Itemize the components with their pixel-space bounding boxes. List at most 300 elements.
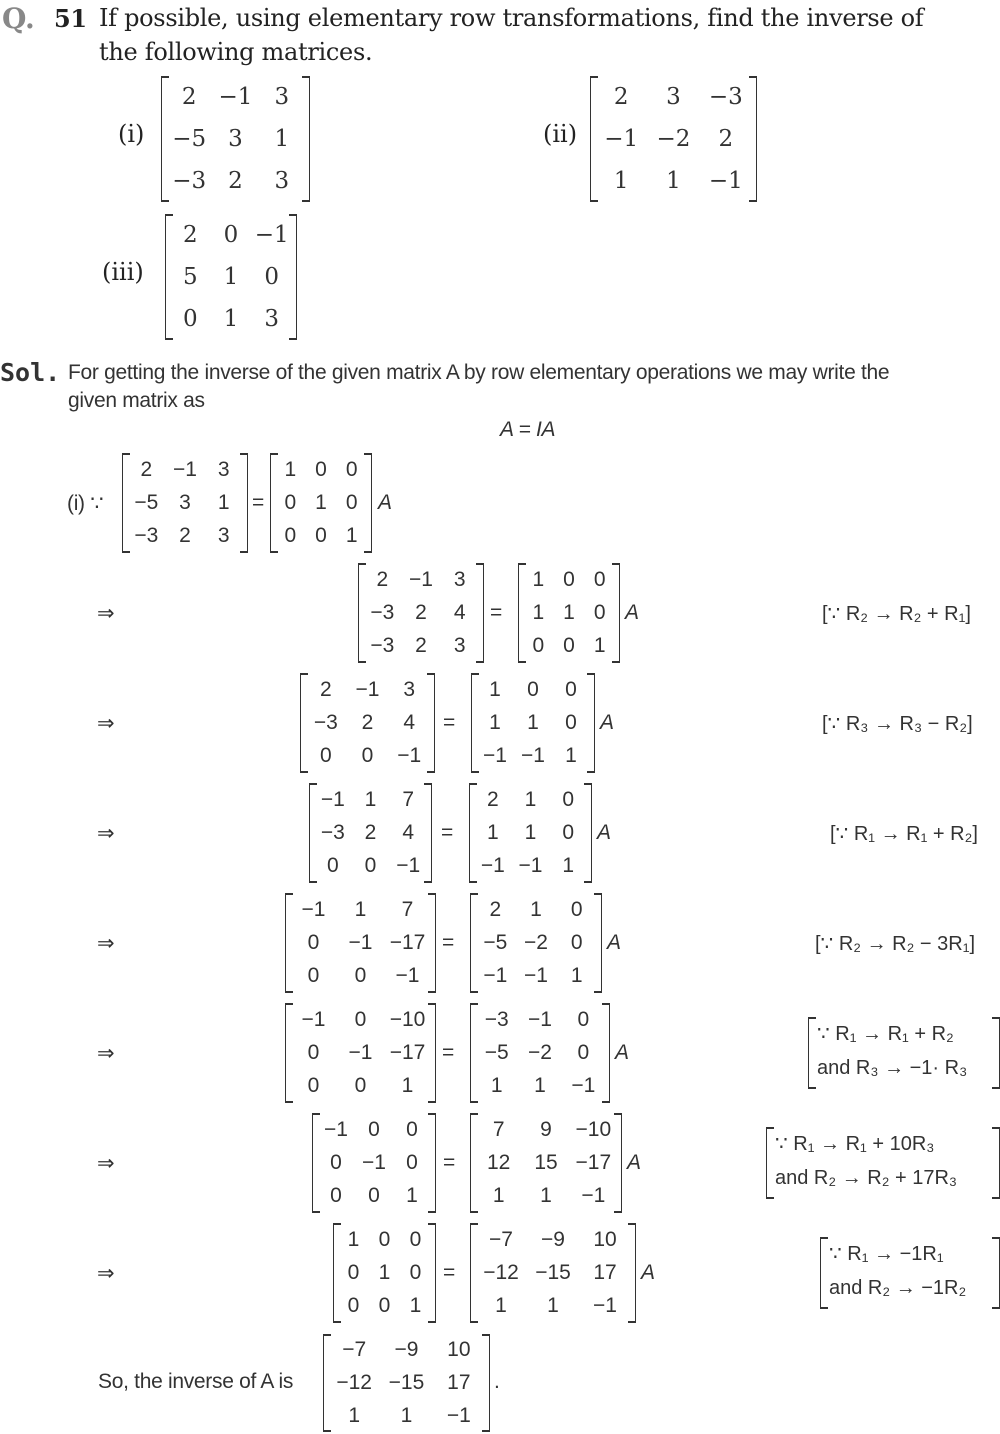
- conclusion-text: So, the inverse of A is: [98, 1370, 294, 1393]
- matrix-cell: 0: [532, 634, 545, 658]
- matrix-cell: 0: [326, 854, 339, 878]
- matrix-cell: −1: [524, 964, 548, 988]
- matrix-cell: 1: [274, 126, 290, 152]
- matrix-cell: −5: [172, 126, 207, 152]
- question-matrix-i: [161, 76, 310, 202]
- matrix-cell: 0: [409, 1260, 422, 1284]
- matrix-cell: 3: [264, 306, 279, 332]
- bracket-tick: [301, 673, 308, 675]
- matrix-cell: 1: [400, 1403, 413, 1427]
- bracket-tick: [602, 1101, 609, 1103]
- bracket-tick: [471, 1223, 478, 1225]
- matrix-cell: −3: [134, 524, 159, 548]
- bracket-tick: [482, 1430, 489, 1432]
- matrix-cell: −10: [389, 1007, 426, 1031]
- matrix-cell: −9: [394, 1338, 419, 1362]
- matrix-cell: 1: [547, 1294, 559, 1318]
- matrix-cell: 4: [403, 710, 415, 734]
- matrix-cell: −7: [489, 1227, 513, 1251]
- bracket-tick: [301, 771, 308, 773]
- initial-identity-matrix: [270, 453, 372, 553]
- step-1-left-matrix: [358, 563, 484, 663]
- bracket-tick: [424, 783, 431, 785]
- inverse-matrix: [323, 1334, 490, 1432]
- bracket-tick: [471, 893, 478, 895]
- matrix-cell: 0: [284, 490, 297, 514]
- reason-line-1: ∵ R₁ → −1R₁: [829, 1243, 944, 1265]
- matrix-cell: 0: [409, 1227, 422, 1251]
- matrix-cell: 1: [492, 1184, 505, 1208]
- step-6-right-matrix: [470, 1113, 622, 1213]
- implies-arrow: ⇒: [97, 602, 115, 625]
- bracket-tick: [594, 893, 601, 895]
- matrix-cell: −5: [483, 930, 508, 954]
- matrix-cell: 0: [364, 854, 377, 878]
- bracket-tick: [470, 783, 477, 785]
- reason-line-2: and R₃ → −1· R₃: [817, 1057, 968, 1079]
- matrix-a-symbol: A: [600, 711, 615, 734]
- matrix-cell: 1: [409, 1294, 422, 1318]
- matrix-cell: 1: [315, 490, 327, 514]
- bracket-tick: [471, 991, 478, 993]
- question-matrix-ii: [590, 76, 757, 202]
- matrix-cell: 15: [534, 1150, 558, 1174]
- matrix-a-symbol: A: [597, 821, 612, 844]
- bracket-tick: [472, 771, 479, 773]
- matrix-cell: 0: [284, 524, 297, 548]
- matrix-cell: −1: [348, 1040, 373, 1064]
- bracket-tick: [428, 1003, 435, 1005]
- bracket-tick: [614, 1113, 621, 1115]
- matrix-cell: 0: [577, 1007, 590, 1031]
- implies-arrow: ⇒: [97, 1262, 115, 1285]
- matrix-cell: 7: [402, 787, 414, 811]
- bracket-tick: [427, 771, 434, 773]
- matrix-cell: −1: [708, 168, 743, 194]
- question-text-line1: If possible, using elementary row transformations, find the inverse of: [99, 4, 924, 32]
- matrix-cell: −1: [218, 84, 253, 110]
- step-3-left-matrix: [309, 783, 432, 883]
- matrix-cell: 2: [718, 126, 734, 152]
- bracket-tick: [123, 453, 130, 455]
- equals-sign: =: [443, 711, 456, 734]
- matrix-cell: 0: [315, 524, 327, 548]
- matrix-cell: −3: [370, 634, 395, 658]
- step-3-reason: [∵ R₁ → R₁ + R₂]: [830, 823, 978, 845]
- matrix-a-symbol: A: [627, 1151, 642, 1174]
- bracket-tick: [470, 881, 477, 883]
- bracket-tick: [359, 563, 366, 565]
- matrix-cell: −17: [389, 930, 426, 954]
- bracket-tick: [427, 673, 434, 675]
- matrix-cell: 2: [486, 787, 499, 811]
- part-iii-label: (iii): [102, 258, 144, 286]
- bracket-tick: [749, 200, 756, 202]
- matrix-cell: −1: [320, 787, 345, 811]
- matrix-cell: 0: [354, 1074, 367, 1098]
- matrix-cell: 0: [565, 710, 577, 734]
- bracket-tick: [614, 1211, 621, 1213]
- matrix-cell: 0: [264, 264, 279, 290]
- matrix-cell: 1: [530, 897, 542, 921]
- solution-intro-line2: given matrix as: [68, 389, 205, 412]
- matrix-a-symbol: A: [607, 931, 622, 954]
- matrix-cell: 1: [223, 306, 239, 332]
- step-5-reason: [808, 1017, 1000, 1089]
- bracket-tick: [364, 453, 371, 455]
- solution-label: Sol.: [0, 358, 61, 387]
- implies-arrow: ⇒: [97, 1152, 115, 1175]
- reason-line-1: ∵ R₁ → R₁ + R₂: [817, 1023, 954, 1045]
- matrix-cell: −1: [301, 897, 326, 921]
- step-7-left-matrix: [333, 1223, 436, 1323]
- question-number: 51: [54, 4, 87, 33]
- bracket-tick: [286, 1101, 293, 1103]
- matrix-cell: 1: [562, 854, 574, 878]
- matrix-cell: −1: [395, 964, 420, 988]
- matrix-cell: 0: [570, 930, 583, 954]
- matrix-cell: 1: [563, 600, 575, 624]
- matrix-cell: −3: [313, 710, 338, 734]
- matrix-cell: −1: [173, 457, 197, 481]
- matrix-cell: 1: [534, 1074, 546, 1098]
- bracket-tick: [364, 551, 371, 553]
- bracket-tick: [310, 881, 317, 883]
- matrix-cell: 1: [345, 524, 358, 548]
- matrix-cell: 0: [378, 1227, 391, 1251]
- bracket-tick: [428, 1211, 435, 1213]
- matrix-cell: 17: [593, 1260, 617, 1284]
- matrix-cell: −15: [388, 1370, 425, 1394]
- matrix-a-symbol: A: [625, 601, 640, 624]
- matrix-cell: 1: [364, 787, 377, 811]
- matrix-cell: 1: [348, 1403, 360, 1427]
- matrix-cell: 0: [527, 677, 539, 701]
- matrix-cell: 1: [401, 1074, 414, 1098]
- matrix-cell: 3: [666, 84, 681, 110]
- part-i-because: (i) ∵: [67, 492, 104, 515]
- matrix-cell: −12: [336, 1370, 372, 1394]
- bracket-tick: [286, 893, 293, 895]
- bracket-tick: [471, 1101, 478, 1103]
- bracket-tick: [313, 1211, 320, 1213]
- matrix-cell: −5: [134, 490, 159, 514]
- bracket-tick: [628, 1321, 635, 1323]
- bracket-tick: [289, 214, 296, 216]
- matrix-cell: −3: [708, 84, 743, 110]
- matrix-cell: 1: [613, 168, 629, 194]
- matrix-cell: −10: [575, 1117, 612, 1141]
- bracket-tick: [482, 1334, 489, 1336]
- matrix-cell: 1: [570, 964, 583, 988]
- matrix-cell: −1: [593, 1294, 617, 1318]
- matrix-cell: 1: [495, 1294, 507, 1318]
- bracket-tick: [584, 881, 591, 883]
- matrix-cell: −1: [254, 222, 289, 248]
- matrix-cell: 12: [486, 1150, 511, 1174]
- matrix-cell: 1: [524, 820, 537, 844]
- equals-sign: =: [442, 1041, 455, 1064]
- matrix-cell: 3: [217, 524, 230, 548]
- bracket-tick: [519, 563, 526, 565]
- matrix-cell: 1: [347, 1227, 360, 1251]
- matrix-cell: −1: [528, 1007, 552, 1031]
- matrix-cell: 10: [593, 1227, 617, 1251]
- matrix-cell: 1: [532, 600, 545, 624]
- matrix-cell: 1: [524, 787, 537, 811]
- bracket-tick: [612, 563, 619, 565]
- matrix-cell: −1: [521, 744, 545, 768]
- implies-arrow: ⇒: [97, 1042, 115, 1065]
- matrix-cell: 0: [378, 1294, 391, 1318]
- bracket-tick: [587, 673, 594, 675]
- equation-a-equals-ia: A = IA: [500, 418, 556, 441]
- matrix-cell: 0: [563, 634, 575, 658]
- matrix-cell: 1: [354, 897, 367, 921]
- matrix-cell: 0: [315, 457, 327, 481]
- equals-sign: =: [442, 931, 455, 954]
- bracket-tick: [519, 661, 526, 663]
- matrix-cell: 2: [415, 600, 427, 624]
- matrix-cell: 1: [217, 490, 230, 514]
- matrix-cell: 3: [228, 126, 243, 152]
- bracket-tick: [123, 551, 130, 553]
- matrix-cell: 0: [307, 1040, 320, 1064]
- matrix-cell: −15: [535, 1260, 571, 1284]
- bracket-tick: [428, 1223, 435, 1225]
- matrix-cell: 0: [406, 1117, 418, 1141]
- bracket-tick: [286, 1003, 293, 1005]
- matrix-cell: 1: [489, 710, 501, 734]
- bracket-tick: [428, 1101, 435, 1103]
- matrix-cell: −3: [320, 820, 345, 844]
- bracket-tick: [476, 661, 483, 663]
- bracket-tick: [334, 1321, 341, 1323]
- matrix-cell: 2: [319, 677, 332, 701]
- matrix-cell: 0: [183, 306, 198, 332]
- bracket-tick: [476, 563, 483, 565]
- bracket-tick: [471, 1113, 478, 1115]
- matrix-cell: −1: [604, 126, 639, 152]
- matrix-cell: −3: [484, 1007, 509, 1031]
- matrix-cell: 0: [565, 677, 577, 701]
- bracket-tick: [271, 453, 278, 455]
- matrix-cell: 0: [307, 1074, 320, 1098]
- bracket-tick: [359, 661, 366, 663]
- bracket-tick: [271, 551, 278, 553]
- matrix-cell: −1: [324, 1117, 348, 1141]
- matrix-cell: −1: [355, 677, 380, 701]
- solution-intro-line1: For getting the inverse of the given matrix A by row elementary operations we may write the: [68, 361, 890, 384]
- matrix-cell: −17: [575, 1150, 612, 1174]
- step-6-left-matrix: [312, 1113, 436, 1213]
- matrix-cell: 0: [347, 1294, 360, 1318]
- bracket-tick: [472, 673, 479, 675]
- matrix-cell: −1: [362, 1150, 386, 1174]
- matrix-cell: 2: [179, 524, 191, 548]
- matrix-cell: −1: [301, 1007, 326, 1031]
- matrix-cell: 3: [274, 84, 290, 110]
- bracket-tick: [428, 893, 435, 895]
- matrix-cell: 0: [593, 567, 606, 591]
- matrix-a-symbol: A: [378, 491, 393, 514]
- step-7-reason: [820, 1237, 1000, 1309]
- matrix-cell: 0: [406, 1150, 418, 1174]
- matrix-cell: −1: [483, 744, 507, 768]
- matrix-cell: 0: [347, 1260, 360, 1284]
- bracket-tick: [628, 1223, 635, 1225]
- bracket-tick: [313, 1113, 320, 1115]
- part-ii-label: (ii): [543, 120, 578, 148]
- equals-sign: =: [443, 1261, 456, 1284]
- matrix-cell: 3: [453, 567, 466, 591]
- matrix-cell: 1: [490, 1074, 503, 1098]
- matrix-cell: −5: [484, 1040, 509, 1064]
- matrix-cell: −3: [172, 168, 207, 194]
- matrix-cell: 4: [453, 600, 466, 624]
- matrix-cell: 1: [593, 634, 606, 658]
- step-2-left-matrix: [300, 673, 435, 773]
- step-5-right-matrix: [470, 1003, 610, 1103]
- matrix-cell: 0: [223, 222, 239, 248]
- bracket-tick: [471, 1321, 478, 1323]
- matrix-cell: 0: [368, 1184, 380, 1208]
- bracket-tick: [162, 200, 169, 202]
- matrix-cell: 1: [406, 1184, 418, 1208]
- equals-sign: =: [252, 491, 265, 514]
- implies-arrow: ⇒: [97, 822, 115, 845]
- bracket-tick: [591, 76, 598, 78]
- question-label: Q.: [2, 2, 35, 35]
- equals-sign: =: [441, 821, 454, 844]
- matrix-cell: 1: [666, 168, 681, 194]
- matrix-cell: −1: [397, 744, 422, 768]
- matrix-cell: 0: [319, 744, 332, 768]
- bracket-tick: [310, 783, 317, 785]
- equals-sign: =: [443, 1151, 456, 1174]
- bracket-tick: [240, 551, 247, 553]
- matrix-cell: −1: [446, 1403, 471, 1427]
- matrix-cell: 2: [376, 567, 389, 591]
- reason-line-1: ∵ R₁ → R₁ + 10R₃: [775, 1133, 935, 1155]
- matrix-a-symbol: A: [615, 1041, 630, 1064]
- matrix-cell: 2: [415, 634, 427, 658]
- equals-sign: =: [490, 601, 503, 624]
- matrix-cell: 0: [562, 787, 574, 811]
- matrix-cell: 9: [540, 1117, 552, 1141]
- bracket-tick: [166, 338, 173, 340]
- matrix-cell: −1: [396, 854, 421, 878]
- matrix-cell: 5: [183, 264, 198, 290]
- step-7-right-matrix: [470, 1223, 636, 1323]
- matrix-cell: −9: [541, 1227, 565, 1251]
- matrix-cell: 3: [179, 490, 191, 514]
- matrix-cell: 0: [562, 820, 574, 844]
- step-4-right-matrix: [470, 893, 602, 993]
- bracket-tick: [162, 76, 169, 78]
- step-2-right-matrix: [471, 673, 595, 773]
- matrix-cell: 2: [489, 897, 502, 921]
- reason-line-2: and R₂ → −1R₂: [829, 1277, 967, 1299]
- matrix-cell: 1: [378, 1260, 391, 1284]
- matrix-cell: 1: [489, 677, 501, 701]
- matrix-cell: 0: [354, 1007, 367, 1031]
- step-6-reason: [766, 1127, 1000, 1199]
- bracket-tick: [302, 76, 309, 78]
- bracket-tick: [594, 991, 601, 993]
- part-i-label: (i): [118, 120, 145, 148]
- step-4-left-matrix: [285, 893, 436, 993]
- matrix-cell: 0: [330, 1150, 342, 1174]
- matrix-cell: 1: [540, 1184, 552, 1208]
- implies-arrow: ⇒: [97, 712, 115, 735]
- step-1-reason: [∵ R₂ → R₂ + R₁]: [822, 603, 971, 625]
- matrix-cell: 2: [183, 222, 198, 248]
- bracket-tick: [584, 783, 591, 785]
- question-text-line2: the following matrices.: [99, 38, 373, 66]
- matrix-cell: 0: [361, 744, 374, 768]
- step-4-reason: [∵ R₂ → R₂ − 3R₁]: [815, 933, 976, 955]
- bracket-tick: [166, 214, 173, 216]
- matrix-cell: 2: [361, 710, 374, 734]
- matrix-cell: 0: [593, 600, 606, 624]
- matrix-cell: 2: [228, 168, 243, 194]
- matrix-cell: −1: [518, 854, 543, 878]
- bracket-tick: [324, 1430, 331, 1432]
- bracket-tick: [428, 1113, 435, 1115]
- bracket-tick: [424, 881, 431, 883]
- matrix-cell: 4: [402, 820, 414, 844]
- step-2-reason: [∵ R₃ → R₃ − R₂]: [822, 713, 973, 735]
- step-5-left-matrix: [285, 1003, 436, 1103]
- matrix-cell: 0: [368, 1117, 380, 1141]
- matrix-cell: −2: [656, 126, 691, 152]
- matrix-cell: 10: [447, 1338, 471, 1362]
- matrix-cell: 1: [223, 264, 239, 290]
- matrix-cell: −1: [581, 1184, 606, 1208]
- matrix-cell: −3: [370, 600, 395, 624]
- matrix-cell: 3: [403, 677, 415, 701]
- bracket-tick: [471, 1211, 478, 1213]
- matrix-cell: 7: [492, 1117, 505, 1141]
- matrix-cell: −1: [571, 1074, 596, 1098]
- bracket-tick: [286, 991, 293, 993]
- matrix-cell: 1: [284, 457, 297, 481]
- bracket-tick: [612, 661, 619, 663]
- matrix-cell: 0: [577, 1040, 590, 1064]
- matrix-cell: 2: [140, 457, 153, 481]
- matrix-cell: −7: [342, 1338, 367, 1362]
- matrix-cell: −1: [348, 930, 373, 954]
- matrix-cell: 0: [345, 457, 358, 481]
- question-matrix-iii: [165, 214, 297, 340]
- matrix-cell: 2: [364, 820, 377, 844]
- bracket-tick: [602, 1003, 609, 1005]
- matrix-cell: 2: [181, 84, 197, 110]
- step-3-right-matrix: [469, 783, 592, 883]
- matrix-cell: 0: [563, 567, 575, 591]
- matrix-a-symbol: A: [641, 1261, 656, 1284]
- matrix-cell: 3: [217, 457, 230, 481]
- bracket-tick: [587, 771, 594, 773]
- matrix-cell: 1: [532, 567, 545, 591]
- implies-arrow: ⇒: [97, 932, 115, 955]
- matrix-cell: 7: [401, 897, 414, 921]
- matrix-cell: 3: [453, 634, 466, 658]
- matrix-cell: −12: [483, 1260, 519, 1284]
- matrix-cell: −1: [480, 854, 505, 878]
- bracket-tick: [749, 76, 756, 78]
